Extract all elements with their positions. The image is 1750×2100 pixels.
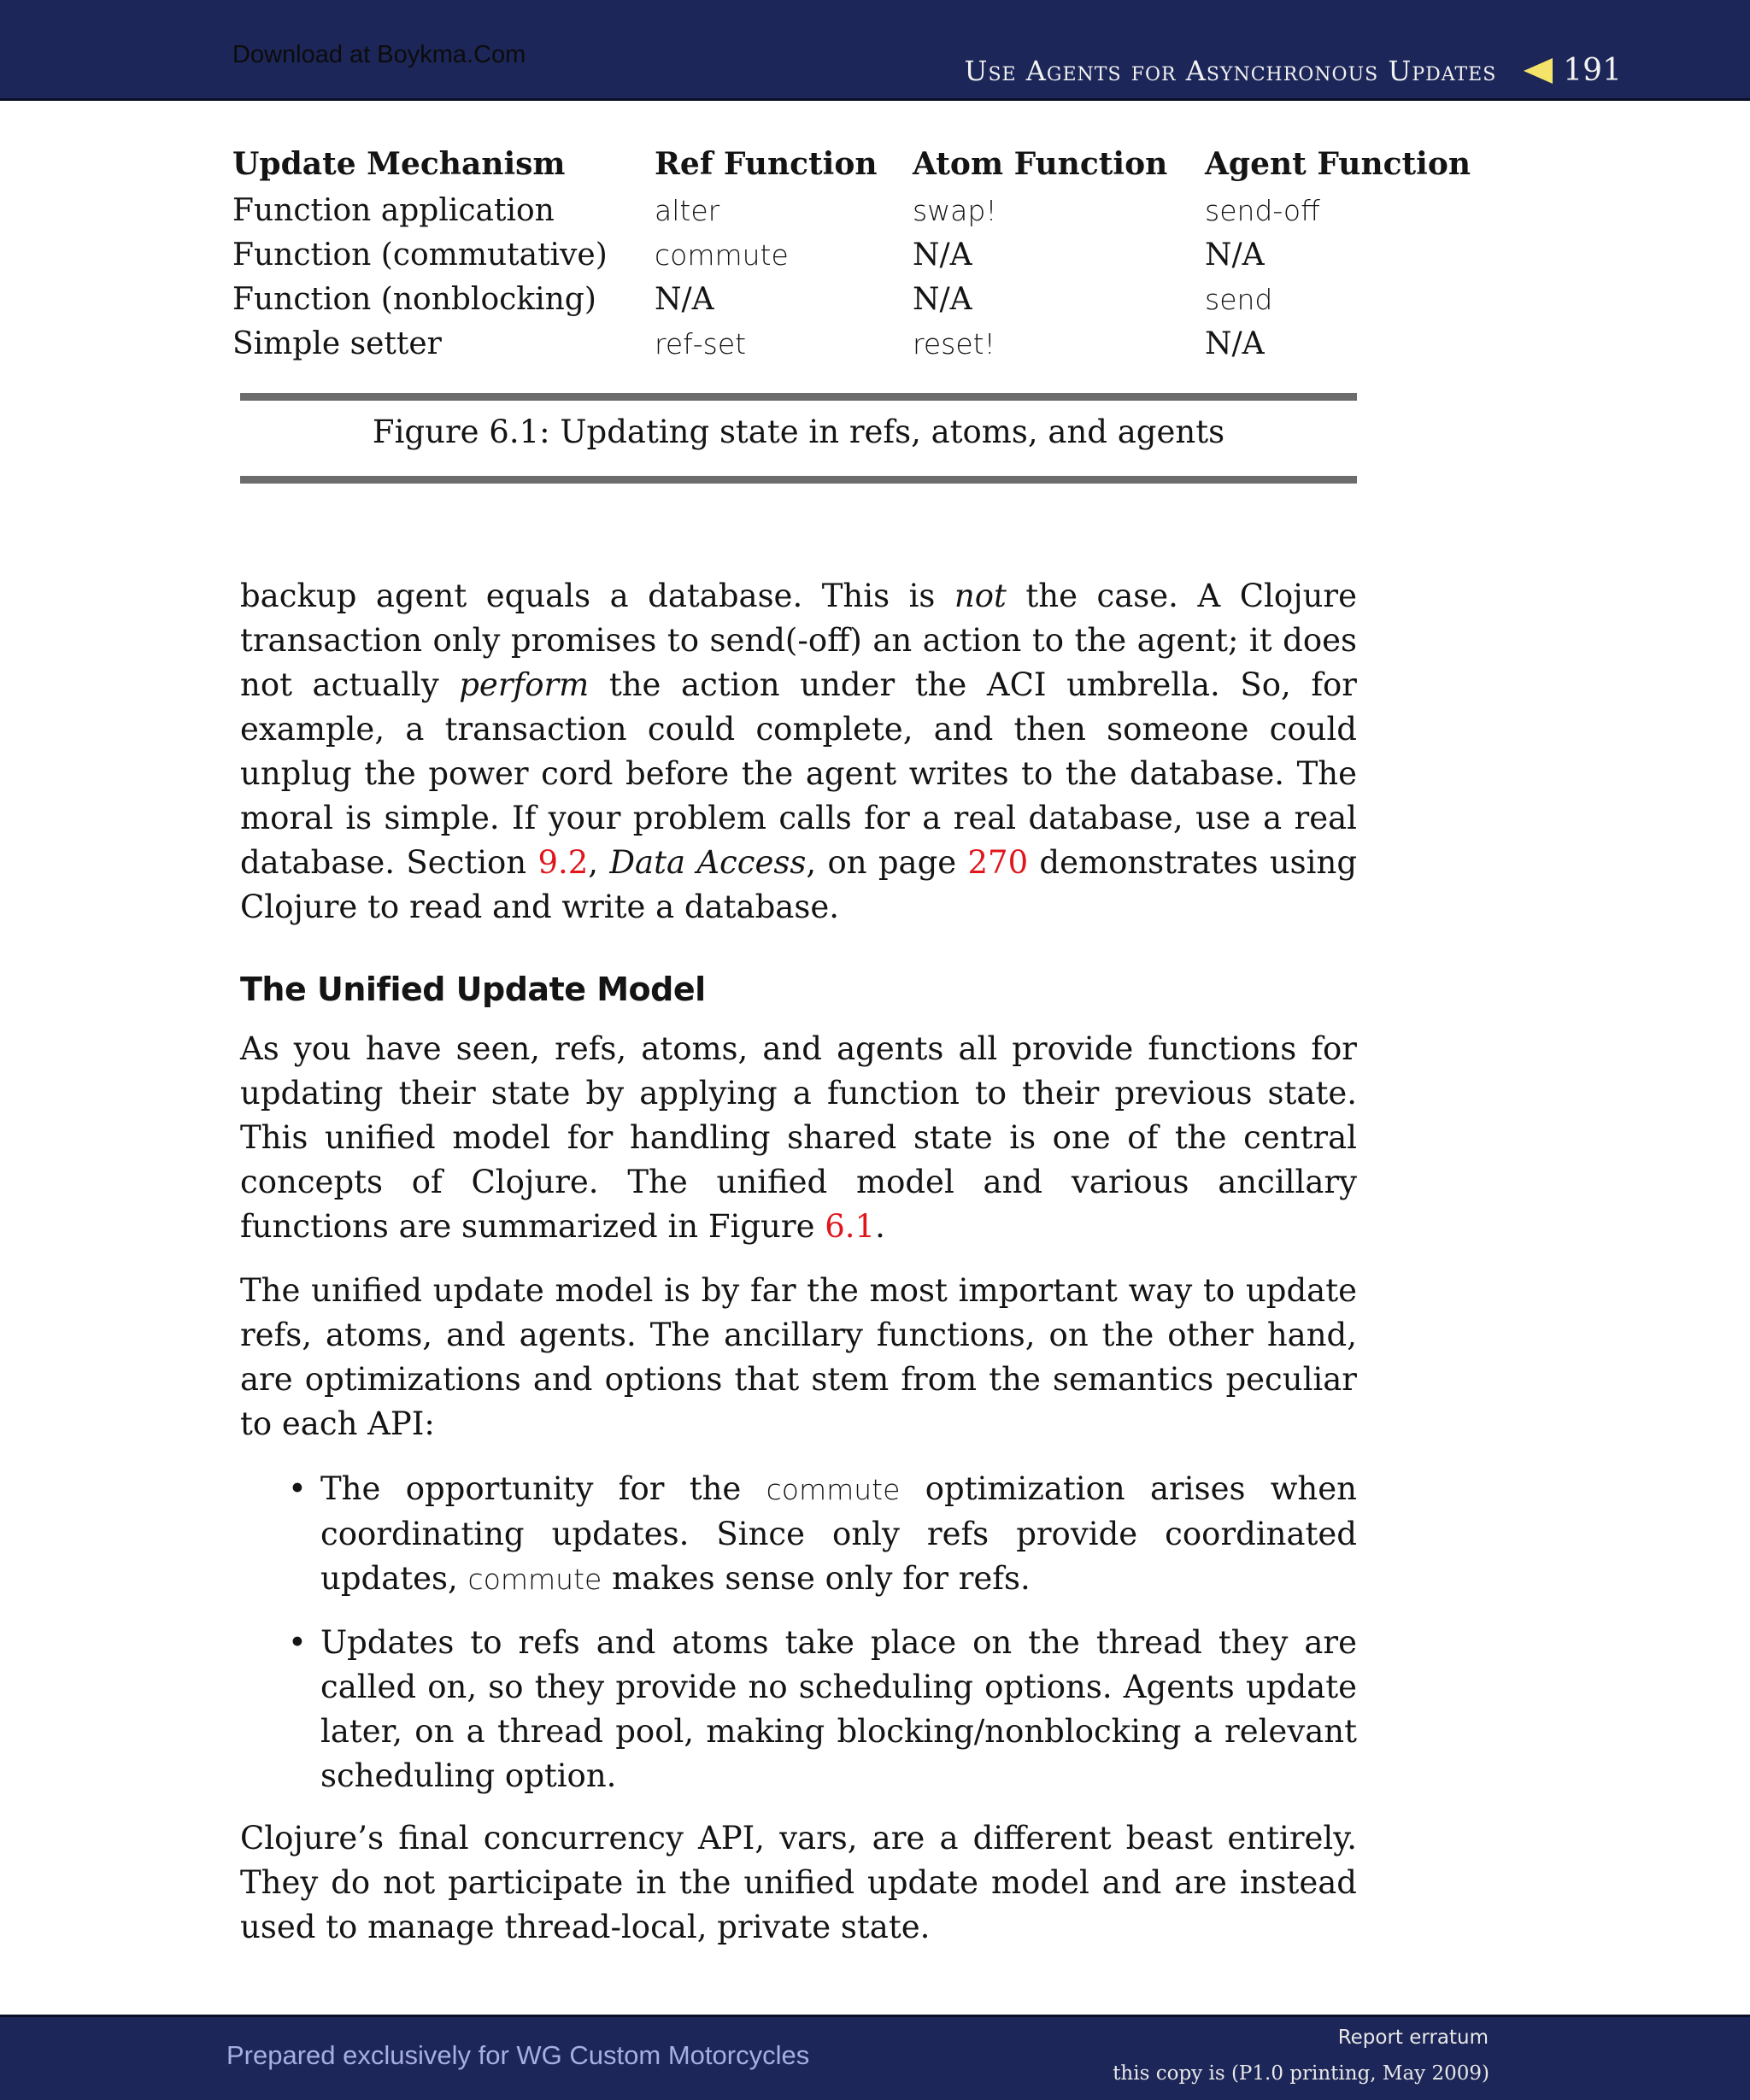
table-cell: N/A	[1205, 237, 1265, 273]
table-cell: Function (nonblocking)	[232, 281, 596, 317]
code-term: commute	[467, 1563, 602, 1596]
section-link[interactable]: 9.2	[537, 844, 589, 881]
bullet-icon: •	[288, 1470, 307, 1507]
running-title: Use Agents for Asynchronous Updates	[964, 54, 1497, 87]
code-term: commute	[766, 1473, 901, 1506]
report-erratum-link[interactable]: Report erratum	[1337, 2027, 1489, 2049]
text-run: ,	[588, 844, 610, 881]
text-run: The unified update model is by far the most important way to update refs, atoms, and agents. The ancillary functions, on the other hand, are optimizations and options that stem from the semantics peculiar to each API:	[240, 1272, 1357, 1442]
table-cell: N/A	[913, 237, 972, 273]
table-header-row	[232, 144, 1478, 188]
table-cell: send	[1205, 282, 1273, 316]
text-run: , on page	[806, 844, 968, 881]
figure-table	[232, 144, 1478, 366]
section-title: Data Access	[609, 844, 807, 881]
figure-rule-top	[240, 393, 1357, 401]
text-run: Updates to refs and atoms take place on the thread they are called on, so they provide no scheduling options. Agents update later, on a thread pool, making blocking/nonblocking a relevant scheduling option.	[320, 1624, 1357, 1794]
paragraph-1	[240, 574, 1357, 930]
table-cell: commute	[655, 238, 789, 272]
table-cell: Function (commutative)	[232, 237, 608, 273]
table-cell: Simple setter	[232, 326, 442, 361]
bullet-icon: •	[288, 1624, 307, 1661]
running-header	[965, 53, 1622, 88]
column-header: Update Mechanism	[232, 146, 566, 182]
text-run: the action under the ACI umbrella. So, for example, a transaction could complete, and then someone could unplug the power cord before the agent writes to the database. The moral is simple. If your problem calls for a real database, use a real database. Section	[240, 666, 1357, 881]
table-cell: Function application	[232, 192, 555, 228]
triangle-left-icon	[1524, 58, 1553, 84]
table-row	[232, 277, 1478, 321]
text-run: optimization arises when coordinating updates. Since only refs provide coordinated updates,	[320, 1470, 1357, 1597]
download-note: Download at Boykma.Com	[232, 41, 526, 68]
figure-link[interactable]: 6.1	[825, 1208, 876, 1245]
table-cell: alter	[655, 193, 720, 227]
table-cell: swap!	[913, 193, 997, 227]
figure-rule-bottom	[240, 476, 1357, 484]
table-cell: reset!	[913, 326, 995, 361]
table-cell: send-off	[1205, 193, 1320, 227]
list-item	[240, 1467, 1357, 1602]
text-run: demonstrates using Clojure to read and write a database.	[240, 844, 1358, 925]
column-header: Agent Function	[1205, 146, 1471, 182]
text-run: .	[875, 1208, 885, 1245]
column-header: Atom Function	[913, 146, 1168, 182]
paragraph-4	[240, 1816, 1357, 1950]
text-run: The opportunity for the	[320, 1470, 766, 1507]
table-cell: ref-set	[655, 326, 747, 361]
text-run: As you have seen, refs, atoms, and agents all provide functions for updating their state by applying a function to their previous state. This unified model for handling shared state is one of the central concepts of Clojure. The unified model and various ancillary functions are summarized in Figure	[240, 1030, 1357, 1245]
text-run: the case. A Clojure transaction only promises to send(-off) an action to the agent; it does not actually	[240, 578, 1357, 703]
text-run: makes sense only for refs.	[602, 1560, 1031, 1597]
page-number: 191	[1563, 53, 1622, 88]
text-run: backup agent equals a database. This is	[240, 578, 954, 614]
text-run: Clojure’s final concurrency API, vars, are a different beast entirely. They do not participate in the unified update model and are instead used to manage thread-local, private state.	[240, 1820, 1357, 1945]
table-row	[232, 232, 1478, 277]
table-row	[232, 321, 1478, 366]
table-cell: N/A	[913, 281, 972, 317]
table-cell: N/A	[1205, 326, 1265, 361]
emphasis: perform	[459, 666, 590, 703]
table-row	[232, 188, 1478, 232]
page-link[interactable]: 270	[967, 844, 1029, 881]
copy-info: this copy is (P1.0 printing, May 2009)	[1113, 2062, 1489, 2085]
paragraph-3	[240, 1269, 1357, 1446]
section-heading: The Unified Update Model	[240, 971, 706, 1008]
emphasis: not	[954, 578, 1007, 614]
table-cell: N/A	[655, 281, 714, 317]
list-item	[240, 1621, 1357, 1798]
paragraph-2	[240, 1027, 1357, 1249]
figure-caption: Figure 6.1: Updating state in refs, atoms, and agents	[372, 414, 1225, 450]
prepared-for: Prepared exclusively for WG Custom Motorcycles	[226, 2040, 810, 2070]
column-header: Ref Function	[655, 146, 878, 182]
bullet-list	[240, 1467, 1357, 1817]
